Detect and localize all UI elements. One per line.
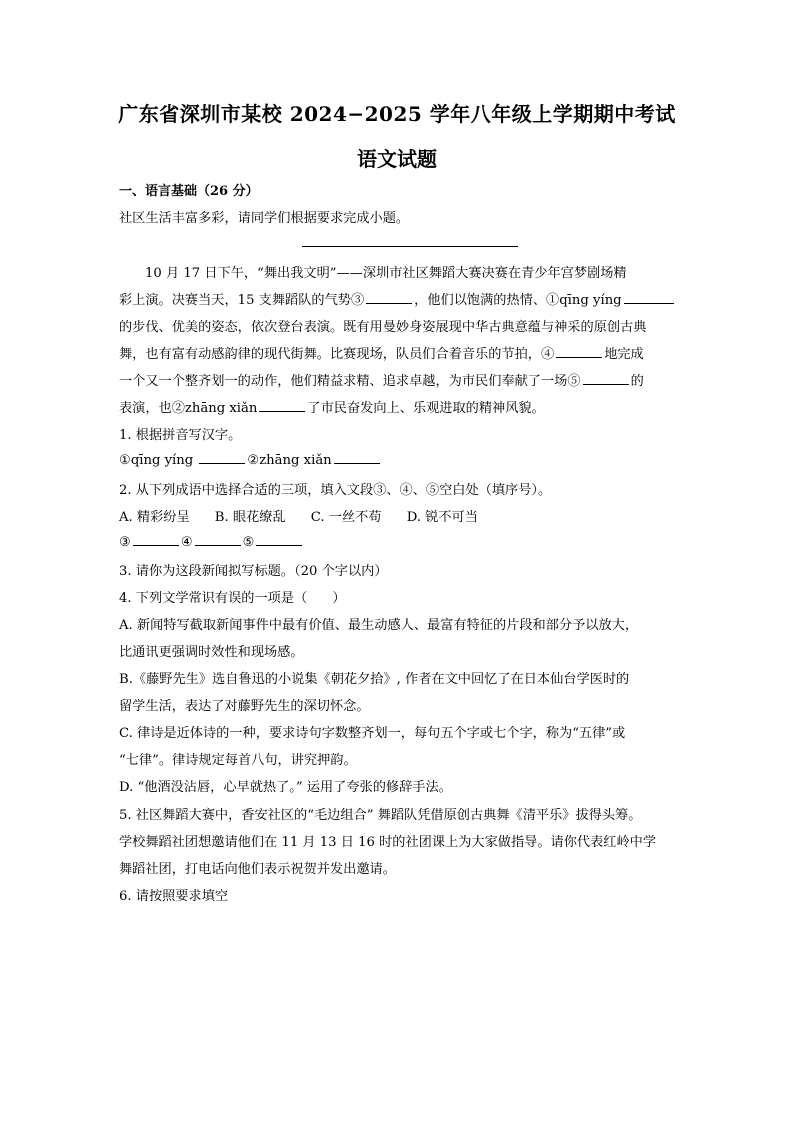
passage-text: ，他们以饱满的热情、①qīng yíng	[414, 293, 622, 308]
answer-blank-4	[195, 533, 241, 546]
blank-1	[624, 291, 674, 304]
question-4-option-a-line-1: A. 新闻特写截取新闻事件中最有价值、最生动感人、最富有特征的片段和部分予以放大，	[119, 618, 639, 633]
passage-text: 彩上演。决赛当天，15 支舞蹈队的气势③	[119, 293, 365, 308]
passage-line-5	[119, 370, 644, 389]
passage-line-1: 10 月 17 日下午，“舞出我文明”——深圳市社区舞蹈大赛决赛在青少年宫梦剧场精	[145, 266, 627, 281]
passage-text: 了市民奋发向上、乐观进取的精神风貌。	[307, 401, 545, 416]
question-5-line-1: 5. 社区舞蹈大赛中，香安社区的“毛边组合” 舞蹈队凭借原创古典舞《清平乐》拔得头筹。	[119, 808, 642, 823]
passage-text: 一个又一个整齐划一的动作，他们精益求精、追求卓越，为市民们奉献了一场⑤	[119, 374, 581, 389]
question-1-answers	[119, 451, 382, 468]
passage-line-2	[119, 289, 676, 308]
question-4-option-a-line-2: 比通讯更强调时效性和现场感。	[119, 645, 304, 660]
blank-2	[259, 399, 305, 412]
passage-text: 舞，也有富有动感韵律的现代街舞。比赛现场，队员们合着音乐的节拍，④	[119, 347, 555, 362]
question-2: 2. 从下列成语中选择合适的三项，填入文段③、④、⑤空白处（填序号）。	[119, 483, 552, 498]
blank-5	[583, 372, 629, 385]
question-4-option-d: D. “他酒没沾唇，心早就热了。” 运用了夸张的修辞手法。	[119, 780, 452, 795]
question-2-answers	[119, 533, 304, 550]
exam-subtitle: 语文试题	[357, 147, 437, 171]
passage-line-6	[119, 397, 545, 416]
answer-blank-1	[199, 451, 245, 464]
question-4-option-c-line-2: “七律”。律诗规定每首八句，讲究押韵。	[119, 753, 357, 768]
answer-blank-3	[133, 533, 179, 546]
question-4: 4. 下列文学常识有误的一项是（ ）	[119, 591, 346, 606]
question-4-option-b-line-2: 留学生活，表达了对藤野先生的深切怀念。	[119, 699, 370, 714]
question-4-option-c-line-1: C. 律诗是近体诗的一种，要求诗句字数整齐划一，每句五个字或七个字，称为“五律”或	[119, 726, 626, 741]
passage-text: 地完成	[604, 347, 644, 362]
answer-label-2: ②zhāng xiǎn	[247, 453, 332, 468]
passage-text: 的	[630, 374, 644, 389]
title-blank-line	[302, 246, 518, 247]
answer-label-1: ①qīng yíng	[119, 453, 198, 468]
question-1: 1. 根据拼音写汉字。	[119, 428, 242, 443]
question-3: 3. 请你为这段新闻拟写标题。（20 个字以内）	[119, 564, 388, 579]
intro-text: 社区生活丰富多彩，请同学们根据要求完成小题。	[119, 211, 410, 226]
passage-line-3: 的步伐、优美的姿态，依次登台表演。既有用曼妙身姿展现中华古典意蕴与神采的原创古典	[119, 320, 647, 335]
blank-3	[366, 291, 412, 304]
answer-label-4: ④	[180, 535, 193, 550]
question-2-options: A. 精彩纷呈 B. 眼花缭乱 C. 一丝不苟 D. 锐不可当	[119, 510, 478, 525]
section-heading: 一、语言基础（26 分）	[119, 184, 259, 199]
answer-label-3: ③	[119, 535, 131, 550]
question-6: 6. 请按照要求填空	[119, 889, 229, 904]
answer-blank-2	[334, 451, 380, 464]
question-5-line-2: 学校舞蹈社团想邀请他们在 11 月 13 日 16 时的社团课上为大家做指导。请你代表红岭中学	[119, 835, 657, 850]
exam-title: 广东省深圳市某校 2024−2025 学年八年级上学期期中考试	[118, 102, 676, 126]
question-5-line-3: 舞蹈社团，打电话向他们表示祝贺并发出邀请。	[119, 862, 396, 877]
question-4-option-b-line-1: B.《藤野先生》选自鲁迅的小说集《朝花夕拾》, 作者在文中回忆了在日本仙台学医时的	[119, 672, 630, 687]
answer-blank-5	[256, 533, 302, 546]
passage-text: 表演，也②zhāng xiǎn	[119, 401, 258, 416]
answer-label-5: ⑤	[242, 535, 255, 550]
passage-line-4	[119, 343, 644, 362]
blank-4	[556, 345, 602, 358]
